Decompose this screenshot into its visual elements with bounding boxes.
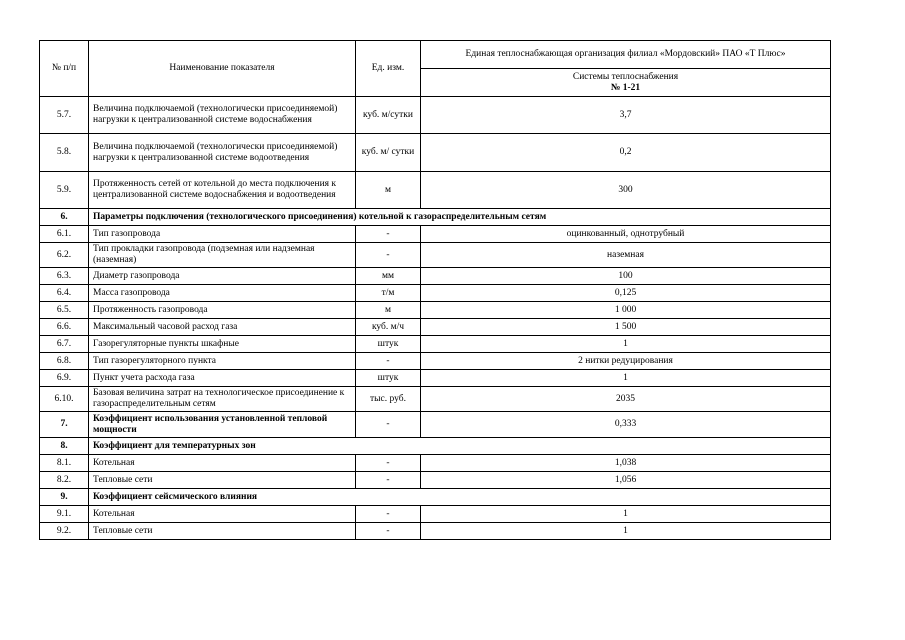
indicator-name: Величина подключаемой (технологически присоединяемой) нагрузки к централизованной системе водоотведения: [89, 134, 356, 172]
header-unit: Ед. изм.: [356, 41, 421, 97]
table-row: [40, 285, 831, 302]
indicator-value: 100: [421, 268, 831, 285]
indicator-value: 0,333: [421, 412, 831, 438]
indicator-name: Котельная: [89, 455, 356, 472]
row-number: 6.7.: [40, 336, 89, 353]
header-name: Наименование показателя: [89, 41, 356, 97]
table-row: [40, 353, 831, 370]
row-number: 9.2.: [40, 523, 89, 540]
table-row: [40, 455, 831, 472]
header-num: № п/п: [40, 41, 89, 97]
row-number: 6.8.: [40, 353, 89, 370]
row-number: 6.3.: [40, 268, 89, 285]
indicator-name: Диаметр газопровода: [89, 268, 356, 285]
row-number: 6.6.: [40, 319, 89, 336]
section-title: Коэффициент сейсмического влияния: [89, 489, 831, 506]
section-row: [40, 489, 831, 506]
indicator-name: Тип прокладки газопровода (подземная или надземная (наземная): [89, 243, 356, 268]
indicator-name: Масса газопровода: [89, 285, 356, 302]
indicator-name: Тепловые сети: [89, 472, 356, 489]
indicator-unit: куб. м/ сутки: [356, 134, 421, 172]
indicator-value: 0,2: [421, 134, 831, 172]
table-row: [40, 243, 831, 268]
indicator-unit: штук: [356, 336, 421, 353]
row-number: 6.9.: [40, 370, 89, 387]
row-number: 7.: [40, 412, 89, 438]
header-row-1: [40, 41, 831, 69]
indicator-value: 1,056: [421, 472, 831, 489]
indicator-value: 1: [421, 370, 831, 387]
indicator-unit: куб. м/ч: [356, 319, 421, 336]
indicator-name: Величина подключаемой (технологически присоединяемой) нагрузки к централизованной системе водоснабжения: [89, 97, 356, 134]
indicator-name: Газорегуляторные пункты шкафные: [89, 336, 356, 353]
indicator-name: Максимальный часовой расход газа: [89, 319, 356, 336]
row-number: 8.1.: [40, 455, 89, 472]
section-row: [40, 209, 831, 226]
indicator-name: Тип газопровода: [89, 226, 356, 243]
header-systems-cell: [421, 69, 831, 97]
indicator-unit: -: [356, 523, 421, 540]
section-title: Параметры подключения (технологического присоединения) котельной к газораспределительным сетям: [89, 209, 831, 226]
indicator-unit: -: [356, 455, 421, 472]
indicator-unit: -: [356, 506, 421, 523]
indicator-unit: м: [356, 302, 421, 319]
row-number: 6.: [40, 209, 89, 226]
indicator-unit: -: [356, 353, 421, 370]
table-body: [40, 41, 831, 540]
indicator-value: 1: [421, 506, 831, 523]
indicator-value: 0,125: [421, 285, 831, 302]
row-number: 6.2.: [40, 243, 89, 268]
indicator-name: Котельная: [89, 506, 356, 523]
indicator-value: наземная: [421, 243, 831, 268]
indicator-value: 2 нитки редуцирования: [421, 353, 831, 370]
indicator-name: Тип газорегуляторного пункта: [89, 353, 356, 370]
indicator-value: 2035: [421, 387, 831, 412]
indicator-value: 1,038: [421, 455, 831, 472]
table-row: [40, 134, 831, 172]
table-row: [40, 172, 831, 209]
section-row: [40, 438, 831, 455]
indicator-value: оцинкованный, однотрубный: [421, 226, 831, 243]
table-row: [40, 506, 831, 523]
indicator-unit: м: [356, 172, 421, 209]
indicators-table: [39, 40, 831, 540]
indicator-value: 1: [421, 523, 831, 540]
row-number: 6.10.: [40, 387, 89, 412]
indicator-value: 1 000: [421, 302, 831, 319]
table-row: [40, 268, 831, 285]
table-row: [40, 302, 831, 319]
indicator-unit: -: [356, 243, 421, 268]
indicator-unit: -: [356, 226, 421, 243]
table-row: [40, 370, 831, 387]
table-row: [40, 319, 831, 336]
indicator-name: Протяженность сетей от котельной до места подключения к централизованной системе водоснабжения и водоотведения: [89, 172, 356, 209]
indicator-unit: куб. м/сутки: [356, 97, 421, 134]
section-title: Коэффициент для температурных зон: [89, 438, 831, 455]
table-row: [40, 387, 831, 412]
header-systems: Системы теплоснабжения: [572, 71, 679, 82]
indicator-name: Пункт учета расхода газа: [89, 370, 356, 387]
indicator-unit: -: [356, 472, 421, 489]
row-number: 5.9.: [40, 172, 89, 209]
row-number: 5.8.: [40, 134, 89, 172]
table-row: [40, 336, 831, 353]
row-number: 9.1.: [40, 506, 89, 523]
indicator-unit: тыс. руб.: [356, 387, 421, 412]
indicator-name: Базовая величина затрат на технологическое присоединение к газораспределительным сетям: [89, 387, 356, 412]
row-number: 6.5.: [40, 302, 89, 319]
indicator-unit: мм: [356, 268, 421, 285]
table-row: [40, 472, 831, 489]
row-number: 9.: [40, 489, 89, 506]
row-number: 8.: [40, 438, 89, 455]
row-number: 6.4.: [40, 285, 89, 302]
indicator-name: Коэффициент использования установленной тепловой мощности: [89, 412, 356, 438]
table-row: [40, 97, 831, 134]
indicator-value: 3,7: [421, 97, 831, 134]
header-systems-num: № 1-21: [610, 82, 641, 93]
indicator-name: Протяженность газопровода: [89, 302, 356, 319]
indicator-value: 1 500: [421, 319, 831, 336]
indicator-value: 300: [421, 172, 831, 209]
indicator-unit: штук: [356, 370, 421, 387]
indicator-unit: -: [356, 412, 421, 438]
row-number: 5.7.: [40, 97, 89, 134]
row-number: 6.1.: [40, 226, 89, 243]
table-row: [40, 523, 831, 540]
indicator-unit: т/м: [356, 285, 421, 302]
indicator-value: 1: [421, 336, 831, 353]
table-row: [40, 226, 831, 243]
row-number: 8.2.: [40, 472, 89, 489]
header-org: Единая теплоснабжающая организация филиал «Мордовский» ПАО «Т Плюс»: [421, 41, 831, 69]
table-row: [40, 412, 831, 438]
indicator-name: Тепловые сети: [89, 523, 356, 540]
